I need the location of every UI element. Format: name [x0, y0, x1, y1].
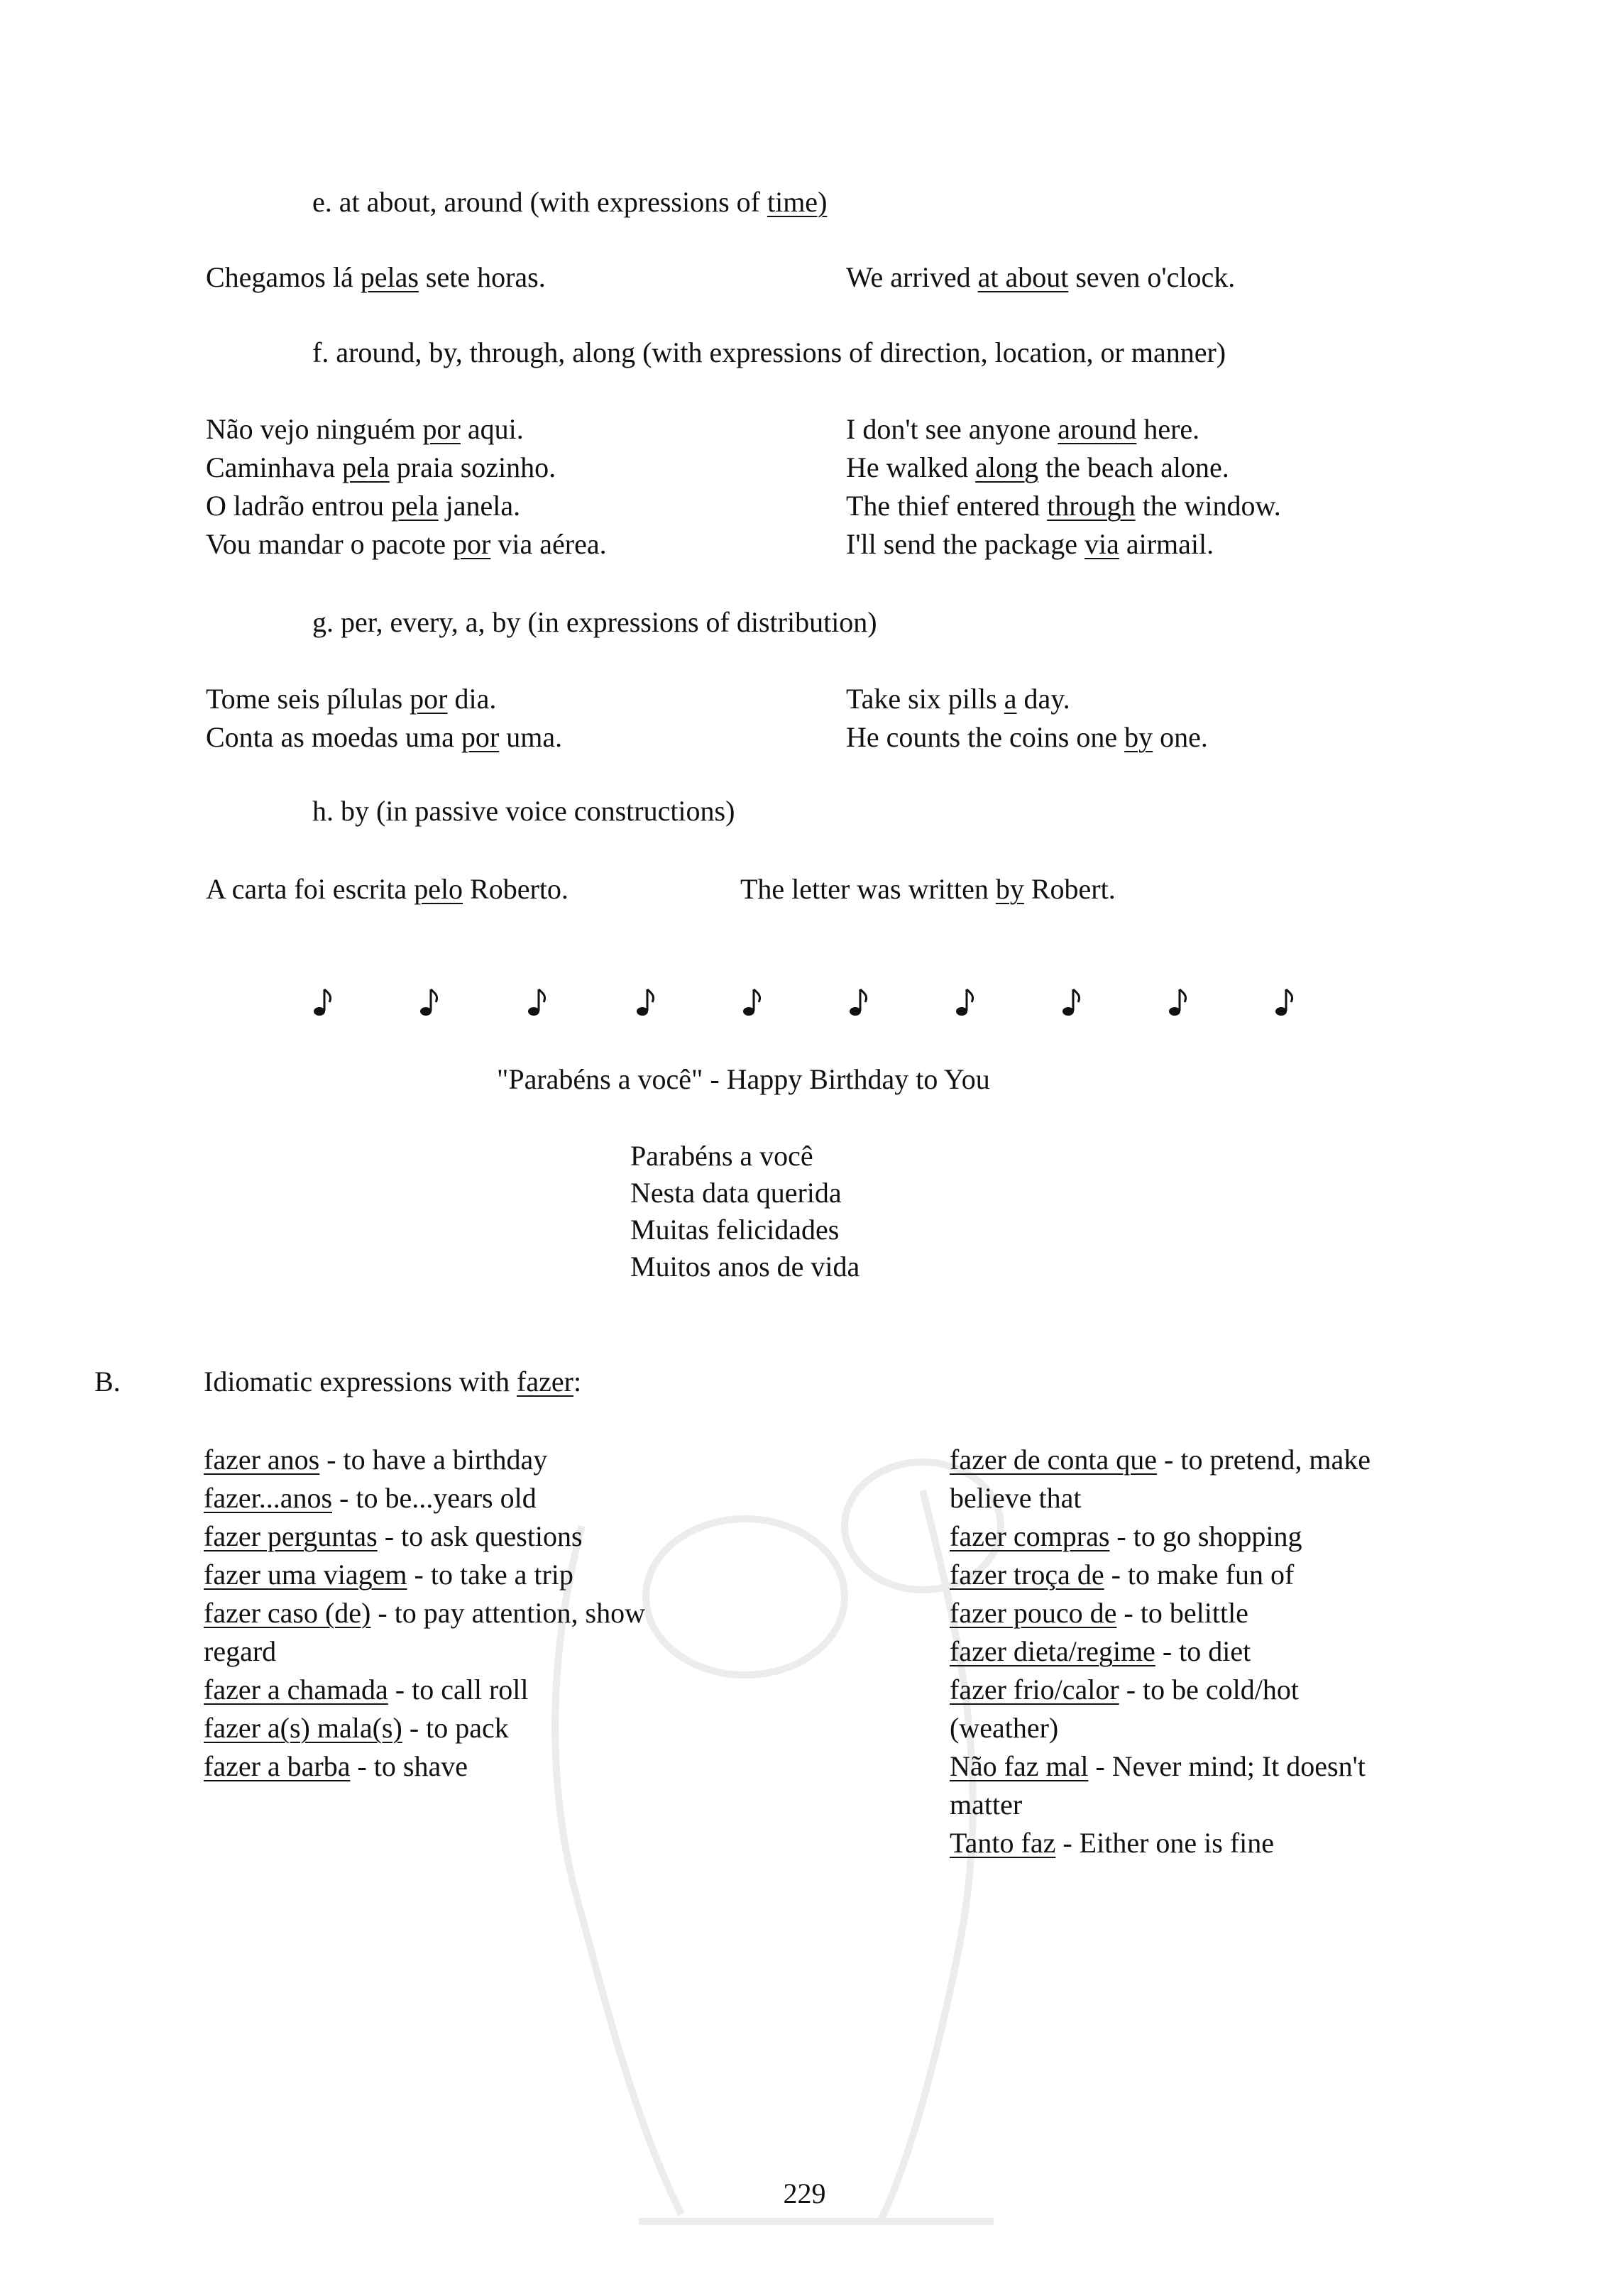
- text-segment: - to go shopping: [1109, 1520, 1302, 1552]
- english-translation: [846, 525, 1214, 564]
- english-translation: [846, 410, 1199, 449]
- underlined-term: pela: [342, 451, 390, 483]
- english-translation: [846, 487, 1281, 525]
- underlined-term: fazer compras: [950, 1520, 1110, 1552]
- fazer-expression-line: [950, 1556, 1294, 1594]
- english-translation: [846, 258, 1235, 297]
- text-segment: regard: [204, 1635, 277, 1667]
- portuguese-example: [206, 487, 520, 525]
- portuguese-example: [206, 449, 556, 487]
- text-segment: Conta as moedas uma: [206, 721, 461, 753]
- fazer-expression-line: [204, 1479, 537, 1517]
- text-segment: Chegamos lá: [206, 261, 361, 293]
- heading-h: [312, 792, 735, 830]
- english-translation: [846, 680, 1070, 718]
- portuguese-example: [206, 410, 524, 449]
- text-segment: - to pretend, make: [1157, 1444, 1371, 1476]
- english-translation: [846, 449, 1229, 487]
- heading-h-lead: h. by (in passive voice constructions): [312, 795, 735, 827]
- fazer-expression-line: [950, 1441, 1371, 1479]
- eighth-note-icon: [419, 987, 440, 1028]
- underlined-term: fazer troça de: [950, 1559, 1104, 1591]
- underlined-term: through: [1047, 490, 1136, 522]
- underlined-term: pelas: [360, 261, 419, 293]
- eighth-note-icon: [635, 987, 657, 1028]
- text-segment: the window.: [1135, 490, 1281, 522]
- text-segment: matter: [950, 1789, 1023, 1820]
- text-segment: - to take a trip: [407, 1559, 573, 1591]
- underlined-term: pelo: [414, 873, 463, 905]
- song-line: Nesta data querida: [630, 1177, 842, 1209]
- underlined-term: at about: [977, 261, 1069, 293]
- portuguese-example: [206, 680, 496, 718]
- fazer-expression-line: [950, 1479, 1081, 1517]
- text-segment: - to be...years old: [332, 1482, 537, 1514]
- underlined-term: por: [453, 528, 491, 560]
- portuguese-example: [206, 525, 607, 564]
- text-segment: - Never mind; It doesn't: [1088, 1750, 1366, 1782]
- page-number: 229: [783, 2177, 826, 2209]
- underlined-term: fazer de conta que: [950, 1444, 1158, 1476]
- underlined-term: along: [975, 451, 1039, 483]
- underlined-term: fazer uma viagem: [204, 1559, 407, 1591]
- text-segment: believe that: [950, 1482, 1082, 1514]
- fazer-expression-line: [204, 1441, 547, 1479]
- text-segment: - to ask questions: [377, 1520, 583, 1552]
- text-segment: the beach alone.: [1038, 451, 1229, 483]
- text-segment: dia.: [447, 683, 497, 715]
- underlined-term: by: [995, 873, 1024, 905]
- fazer-expression-line: [950, 1786, 1022, 1824]
- underlined-term: por: [422, 413, 461, 445]
- text-segment: - to shave: [350, 1750, 468, 1782]
- text-segment: He counts the coins one: [846, 721, 1125, 753]
- text-segment: aqui.: [460, 413, 524, 445]
- underlined-term: fazer caso (de): [204, 1597, 371, 1629]
- fazer-expression-line: [204, 1747, 468, 1786]
- text-segment: Vou mandar o pacote: [206, 528, 454, 560]
- eighth-note-icon: [312, 987, 334, 1028]
- underlined-term: fazer a barba: [204, 1750, 351, 1782]
- text-segment: - to belittle: [1116, 1597, 1248, 1629]
- underlined-term: pela: [391, 490, 439, 522]
- text-segment: - to call roll: [388, 1674, 529, 1705]
- text-segment: Não vejo ninguém: [206, 413, 423, 445]
- fazer-expression-line: [950, 1632, 1251, 1671]
- fazer-expression-line: [204, 1671, 529, 1709]
- text-segment: The thief entered: [846, 490, 1048, 522]
- text-segment: airmail.: [1119, 528, 1214, 560]
- english-translation: [846, 718, 1208, 757]
- underlined-term: fazer pouco de: [950, 1597, 1117, 1629]
- underlined-term: fazer a(s) mala(s): [204, 1712, 402, 1744]
- underlined-term: fazer...anos: [204, 1482, 333, 1514]
- text-segment: here.: [1136, 413, 1200, 445]
- song-title: "Parabéns a você" - Happy Birthday to You: [497, 1063, 990, 1095]
- text-segment: I'll send the package: [846, 528, 1084, 560]
- text-segment: - to pack: [402, 1712, 509, 1744]
- text-segment: - Either one is fine: [1055, 1827, 1275, 1859]
- text-segment: Roberto.: [463, 873, 569, 905]
- fazer-expression-line: [950, 1594, 1248, 1632]
- underlined-term: fazer perguntas: [204, 1520, 378, 1552]
- underlined-term: around: [1058, 413, 1137, 445]
- song-line: Muitas felicidades: [630, 1214, 840, 1246]
- text-segment: one.: [1153, 721, 1208, 753]
- fazer-expression-line: [950, 1671, 1299, 1709]
- fazer-expression-line: [204, 1594, 645, 1632]
- fazer-expression-line: [950, 1824, 1274, 1862]
- heading-g: [312, 603, 877, 642]
- fazer-expression-line: [204, 1556, 573, 1594]
- text-segment: via aérea.: [490, 528, 607, 560]
- text-segment: - to diet: [1155, 1635, 1251, 1667]
- text-segment: janela.: [438, 490, 521, 522]
- eighth-note-icon: [527, 987, 548, 1028]
- eighth-note-icon: [848, 987, 869, 1028]
- section-b-letter: B.: [94, 1366, 121, 1397]
- section-b-title-lead: Idiomatic expressions with: [204, 1366, 517, 1397]
- text-segment: He walked: [846, 451, 976, 483]
- heading-e-underlined: time): [767, 186, 828, 218]
- text-segment: Robert.: [1023, 873, 1116, 905]
- underlined-term: fazer frio/calor: [950, 1674, 1119, 1705]
- eighth-note-icon: [1274, 987, 1295, 1028]
- english-translation: [740, 870, 1116, 908]
- underlined-term: by: [1124, 721, 1153, 753]
- underlined-term: a: [1004, 683, 1017, 715]
- underlined-term: por: [410, 683, 448, 715]
- underlined-term: fazer dieta/regime: [950, 1635, 1155, 1667]
- section-b-title-underlined: fazer: [517, 1366, 573, 1397]
- song-line: Muitos anos de vida: [630, 1251, 860, 1282]
- heading-f-lead: f. around, by, through, along (with expressions of direction, location, or manner): [312, 336, 1226, 368]
- text-segment: Caminhava: [206, 451, 343, 483]
- heading-f: [312, 334, 1226, 372]
- text-segment: O ladrão entrou: [206, 490, 392, 522]
- heading-g-lead: g. per, every, a, by (in expressions of distribution): [312, 606, 877, 638]
- portuguese-example: [206, 718, 562, 757]
- underlined-term: via: [1084, 528, 1119, 560]
- eighth-note-icon: [742, 987, 763, 1028]
- text-segment: praia sozinho.: [389, 451, 556, 483]
- text-segment: We arrived: [846, 261, 978, 293]
- underlined-term: Tanto faz: [950, 1827, 1056, 1859]
- fazer-expression-line: [204, 1709, 509, 1747]
- eighth-note-icon: [1061, 987, 1082, 1028]
- text-segment: I don't see anyone: [846, 413, 1058, 445]
- section-b-title-tail: :: [573, 1366, 582, 1397]
- heading-e: [312, 183, 827, 221]
- text-segment: sete horas.: [418, 261, 546, 293]
- portuguese-example: [206, 870, 569, 908]
- text-segment: - to pay attention, show: [370, 1597, 645, 1629]
- eighth-note-icon: [955, 987, 976, 1028]
- text-segment: - to have a birthday: [319, 1444, 548, 1476]
- fazer-expression-line: [950, 1747, 1366, 1786]
- fazer-expression-line: [204, 1632, 276, 1671]
- fazer-expression-line: [950, 1709, 1058, 1747]
- eighth-note-icon: [1168, 987, 1189, 1028]
- text-segment: A carta foi escrita: [206, 873, 414, 905]
- underlined-term: por: [461, 721, 500, 753]
- text-segment: - to make fun of: [1104, 1559, 1295, 1591]
- text-segment: The letter was written: [740, 873, 996, 905]
- heading-e-lead: e. at about, around (with expressions of: [312, 186, 767, 218]
- text-segment: Tome seis pílulas: [206, 683, 410, 715]
- text-segment: seven o'clock.: [1068, 261, 1236, 293]
- text-segment: day.: [1016, 683, 1070, 715]
- portuguese-example: [206, 258, 546, 297]
- fazer-expression-line: [950, 1517, 1302, 1556]
- fazer-expression-line: [204, 1517, 583, 1556]
- underlined-term: Não faz mal: [950, 1750, 1089, 1782]
- underlined-term: fazer anos: [204, 1444, 320, 1476]
- song-line: Parabéns a você: [630, 1140, 813, 1172]
- text-segment: (weather): [950, 1712, 1059, 1744]
- text-segment: Take six pills: [846, 683, 1004, 715]
- underlined-term: fazer a chamada: [204, 1674, 388, 1705]
- text-segment: - to be cold/hot: [1119, 1674, 1299, 1705]
- section-b-title: [204, 1363, 581, 1401]
- text-segment: uma.: [499, 721, 563, 753]
